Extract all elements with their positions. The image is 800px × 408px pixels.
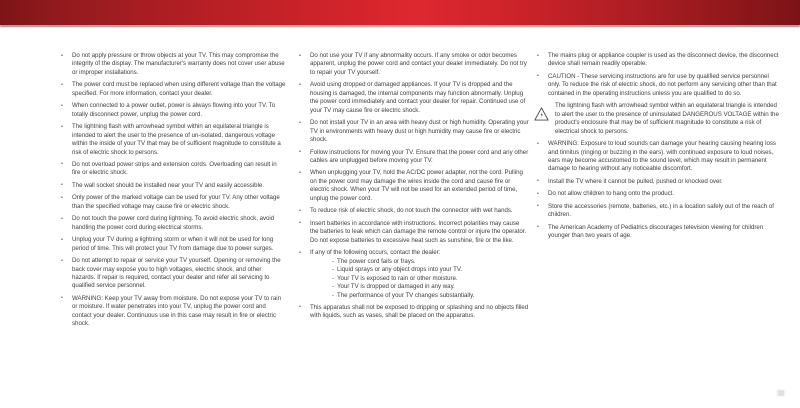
safety-item: [296, 52, 529, 77]
safety-item: [534, 102, 780, 136]
safety-item-text: The lightning flash with arrowhead symbol within an equilateral triangle is intended to alert the user to the presence of un-isolated, dangerous voltage within the inside of your TV that may be of sufficient magnitude to constitute a risk of electric shock to persons.: [72, 123, 281, 156]
safety-item: [58, 236, 286, 253]
document-page: [0, 25, 800, 408]
safety-item: [58, 194, 286, 211]
safety-item-text: Only power of the marked voltage can be used for your TV. Any other voltage than the specified voltage may cause fire or electric shock.: [72, 194, 280, 210]
safety-item: [534, 178, 780, 186]
safety-item-text: If any of the following occurs, contact the dealer:: [310, 249, 441, 257]
safety-column-1: [58, 52, 286, 333]
safety-item: [534, 203, 780, 220]
safety-column-3: [534, 52, 780, 245]
safety-item-text: Install the TV where it cannot be pulled, pushed or knocked over.: [548, 177, 723, 185]
safety-item-text: The wall socket should be installed near your TV and easily accessible.: [72, 181, 265, 189]
safety-item: [296, 149, 529, 166]
bullet-list-2: [296, 52, 529, 321]
safety-item-text: Do not apply pressure or throw objects at your TV. This may compromise the integrity of the display. The manufacturer's warranty does not cover user abuse or improper installations.: [72, 52, 285, 76]
safety-item-text: WARNING: Exposure to loud sounds can damage your hearing causing hearing loss and tinnitus (ringing or buzzing in the ears). with continued exposure to loud noises, ears may become accustomed to the sound level, which may result in permanent damage to hearing without any noticeable discomfort.: [548, 140, 776, 173]
safety-item-text: Do not allow children to hang onto the product.: [548, 190, 675, 198]
safety-item-text: The mains plug or appliance coupler is used as the disconnect device, the disconnect device shall remain readily operable.: [548, 52, 779, 68]
safety-item: [58, 295, 286, 329]
safety-item-text: The American Academy of Pediatrics discourages television viewing for children younger than two years of age.: [548, 223, 764, 240]
safety-item-text: Store the accessories (remote, batteries, etc.) in a location safely out of the reach of children.: [548, 202, 774, 219]
safety-item-text: Do not overload power strips and extension cords. Overloading can result in fire or electric shock.: [72, 160, 277, 177]
safety-item-text: Do not attempt to repair or service your TV yourself. Opening or removing the back cover may expose you to high voltages, electric shock, and other hazards. If repair is required, contact your dealer and refer all servicing to qualified service personnel.: [72, 257, 281, 290]
safety-item: [534, 140, 780, 174]
safety-item-text: When connected to a power outlet, power is always flowing into your TV. To totally disconnect power, unplug the power cord.: [72, 102, 276, 118]
warning-triangle-icon: [534, 107, 549, 121]
safety-subitem: - Liquid sprays or any object drops into your TV.: [332, 266, 529, 274]
safety-column-2: [296, 52, 529, 325]
safety-item-text: When unplugging your TV, hold the AC/DC power adapter, not the cord. Pulling on the power cord may damage the wires inside the cord and cause fire or electric shock. When your TV will not be used for an extended period of time, unplug the power cord.: [310, 169, 523, 202]
safety-item: [534, 73, 780, 98]
safety-subitem: - Your TV is dropped or damaged in any way.: [332, 283, 529, 291]
safety-item-text: The power cord must be replaced when using different voltage than the voltage specified. For more information, contact your dealer.: [72, 81, 286, 97]
safety-item-text: Do not touch the power cord during lightning. To avoid electric shock, avoid handling the power cord during electrical storms.: [72, 215, 275, 231]
safety-item: [58, 161, 286, 178]
safety-item: [58, 81, 286, 98]
safety-item: [58, 123, 286, 157]
safety-item: [296, 169, 529, 203]
safety-item: [534, 52, 780, 69]
safety-subitem: - The performance of your TV changes substantially.: [332, 292, 529, 300]
safety-item: [296, 220, 529, 245]
safety-item: [296, 304, 529, 321]
safety-item: [296, 249, 529, 300]
safety-item: [58, 182, 286, 190]
safety-item-text: Do not install your TV in an area with heavy dust or high humidity. Operating your TV in environments with heavy dust or high humidity may cause fire or electric shock.: [310, 119, 529, 144]
safety-subitem: - Your TV is exposed to rain or other moisture.: [332, 275, 529, 283]
safety-sublist: [310, 258, 529, 300]
safety-item-text: The lightning flash with arrowhead symbol within an equilateral triangle is intended to alert the user to the presence of uninsulated DANGEROUS VOLTAGE within the product's enclosure that may be of sufficient magnitude to constitute a risk of electrical shock to persons.: [555, 102, 779, 135]
page-corner-mark: [776, 388, 786, 398]
safety-item: [58, 52, 286, 77]
top-red-banner: [0, 0, 800, 25]
safety-subitem: - The power cord fails or frays.: [332, 258, 529, 266]
safety-item: [534, 190, 780, 198]
safety-item-text: CAUTION - These servicing instructions are for use by qualified service personnel only. To reduce the risk of electric shock, do not perform any servicing other than that contained in the operating instructions unless you are qualified to do so.: [548, 72, 777, 97]
safety-item: [58, 215, 286, 232]
safety-item-text: Avoid using dropped or damaged appliances. If your TV is dropped and the housing is damaged, the internal components may function abnormally. Unplug the power cord immediately and contact your dealer for repair. Continued use of your TV may cause fire or electric shock.: [310, 81, 526, 114]
safety-item: [534, 224, 780, 241]
safety-item: [296, 119, 529, 144]
safety-item-text: Insert batteries in accordance with instructions. Incorrect polarities may cause the batteries to leak which can damage the remote control or injure the operator. Do not expose batteries to excessive heat such as sunshine, fire or the like.: [310, 219, 527, 244]
safety-item-text: Do not use your TV if any abnormality occurs. If any smoke or odor becomes apparent, unplug the power cord and contact your dealer immediately. Do not try to repair your TV yourself.: [310, 52, 527, 76]
bullet-list-3: [534, 52, 780, 241]
safety-item: [296, 207, 529, 215]
safety-item-text: Unplug your TV during a lightning storm or when it will not be used for long period of time. This will protect your TV from damage due to power surges.: [72, 236, 274, 252]
safety-item: [296, 81, 529, 115]
safety-item: [58, 257, 286, 291]
safety-item-text: Follow instructions for moving your TV. Ensure that the power cord and any other cables are unplugged before moving your TV.: [310, 148, 529, 164]
safety-item: [58, 102, 286, 119]
safety-item-text: To reduce risk of electric shock, do not touch the connector with wet hands.: [310, 207, 513, 215]
safety-item-text: This apparatus shall not be exposed to dripping or splashing and no objects filled with liquids, such as vases, shall be placed on the apparatus.: [310, 303, 529, 320]
safety-item-text: WARNING: Keep your TV away from moisture. Do not expose your TV to rain or moisture. If water penetrates into your TV, unplug the power cord and contact your dealer. Continuous use in this case may result in fire or electric shock.: [72, 294, 282, 328]
bullet-list-1: [58, 52, 286, 329]
